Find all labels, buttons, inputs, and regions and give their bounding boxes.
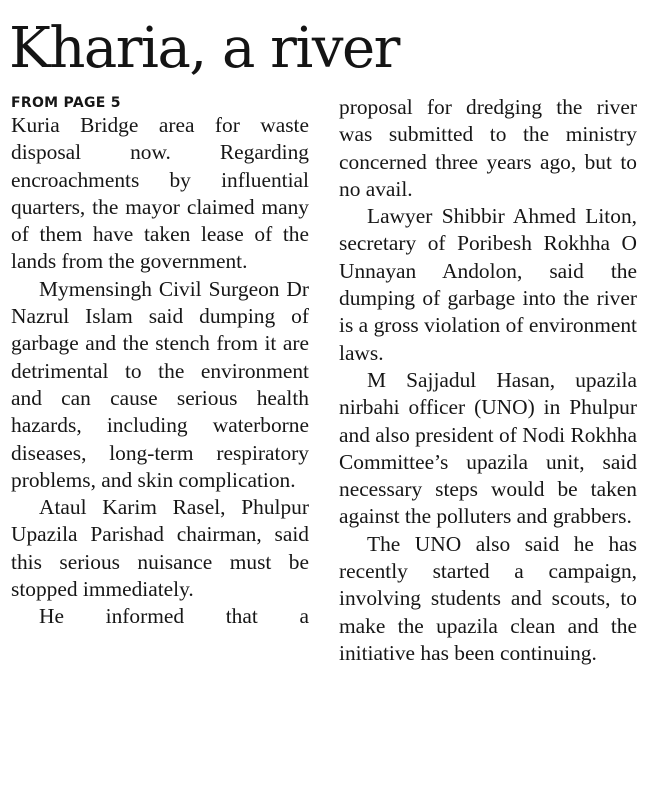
paragraph: He informed that a bbox=[39, 604, 309, 629]
article-column-right bbox=[339, 94, 637, 667]
paragraph: Lawyer Shibbir Ahmed Liton, secretary of Poribesh Rokhha O Unnayan Andolon, said the dumping of garbage into the river is a gross violation of environment laws. bbox=[339, 204, 637, 365]
paragraph: Ataul Karim Rasel, Phulpur Upazila Parishad chairman, said this serious nuisance must be stopped immediately. bbox=[11, 495, 309, 602]
article-column-left bbox=[11, 94, 309, 631]
continuation-kicker: FROM PAGE 5 bbox=[11, 95, 121, 111]
paragraph: M Sajjadul Hasan, upazila nirbahi officer (UNO) in Phulpur and also president of Nodi Rokhha Committee’s upazila unit, said necessary steps would be taken against the polluters and grabbers. bbox=[339, 367, 637, 529]
headline: Kharia, a river bbox=[9, 16, 399, 81]
paragraph: Mymensingh Civil Surgeon Dr Nazrul Islam said dumping of garbage and the stench from it are detrimental to the environment and can cause serious health hazards, including waterborne diseases, long-term respiratory problems, and skin complication. bbox=[11, 276, 309, 492]
paragraph: proposal for dredging the river was submitted to the ministry concerned three years ago, but to no avail. bbox=[339, 95, 637, 201]
paragraph: The UNO also said he has recently started a campaign, involving students and scouts, to make the upazila clean and the initiative has been continuing. bbox=[339, 531, 637, 665]
paragraph: Kuria Bridge area for waste disposal now. Regarding encroachments by influential quarters, the mayor claimed many of them have taken lease of the lands from the government. bbox=[11, 113, 309, 274]
